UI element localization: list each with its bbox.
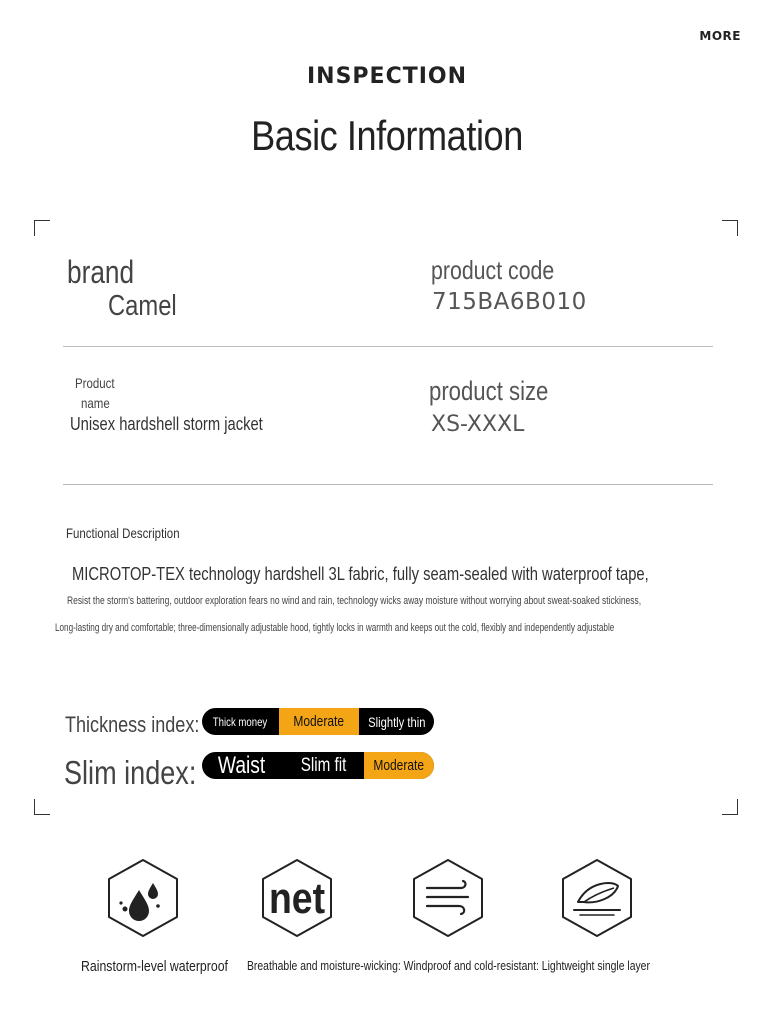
slim-index-label: Slim index: xyxy=(64,754,197,791)
page-title: Basic Information xyxy=(251,112,523,159)
slim-option: Slim fit xyxy=(300,754,346,776)
product-size-value: XS-XXXL xyxy=(431,412,525,437)
brand-value: Camel xyxy=(108,290,177,322)
functional-description-line: Resist the storm's battering, outdoor exploration fears no wind and rain, technology wicks away moisture without worrying about sweat-soaked stickiness, xyxy=(67,595,642,607)
frame-corner-top-right xyxy=(722,220,738,236)
feather-icon xyxy=(560,858,634,938)
feature-caption-waterproof: Rainstorm-level waterproof xyxy=(81,958,228,975)
wind-icon xyxy=(411,858,485,938)
functional-description-label: Functional Description xyxy=(66,525,180,541)
product-name-label-line2: name xyxy=(81,395,110,411)
net-icon xyxy=(260,858,334,938)
product-name-value: Unisex hardshell storm jacket xyxy=(70,414,263,434)
thickness-option: Slightly thin xyxy=(367,713,426,730)
product-size-label: product size xyxy=(429,376,549,406)
slim-option-selected: Moderate xyxy=(364,752,434,779)
feature-caption-others: Breathable and moisture-wicking: Windproof and cold-resistant: Lightweight single layer xyxy=(247,958,650,973)
slim-option: Waist xyxy=(218,752,266,779)
net-icon-text: net xyxy=(268,874,326,923)
functional-description-line: Long-lasting dry and comfortable; three-dimensionally adjustable hood, tightly locks in warmth and keeps out the cold, flexibly and independently adjustable xyxy=(55,622,615,634)
brand-label: brand xyxy=(67,254,135,290)
frame-corner-bottom-right xyxy=(722,799,738,815)
thickness-option-selected: Moderate xyxy=(279,708,359,735)
thickness-index-label: Thickness index: xyxy=(65,712,200,737)
divider xyxy=(63,484,713,485)
frame-corner-bottom-left xyxy=(34,799,50,815)
more-link[interactable]: MORE xyxy=(699,29,741,43)
product-code-label: product code xyxy=(431,255,555,285)
thickness-index-bar xyxy=(202,708,434,735)
frame-corner-top-left xyxy=(34,220,50,236)
section-kicker: INSPECTION xyxy=(306,64,468,89)
divider xyxy=(63,346,713,347)
functional-description-main: MICROTOP-TEX technology hardshell 3L fabric, fully seam-sealed with waterproof tape, xyxy=(72,564,649,584)
water-drops-icon xyxy=(106,858,180,938)
slim-index-bar xyxy=(202,752,434,779)
thickness-option: Thick money xyxy=(213,714,268,729)
product-name-label: Product xyxy=(75,375,115,391)
product-code-value: 715BA6B010 xyxy=(432,289,587,315)
